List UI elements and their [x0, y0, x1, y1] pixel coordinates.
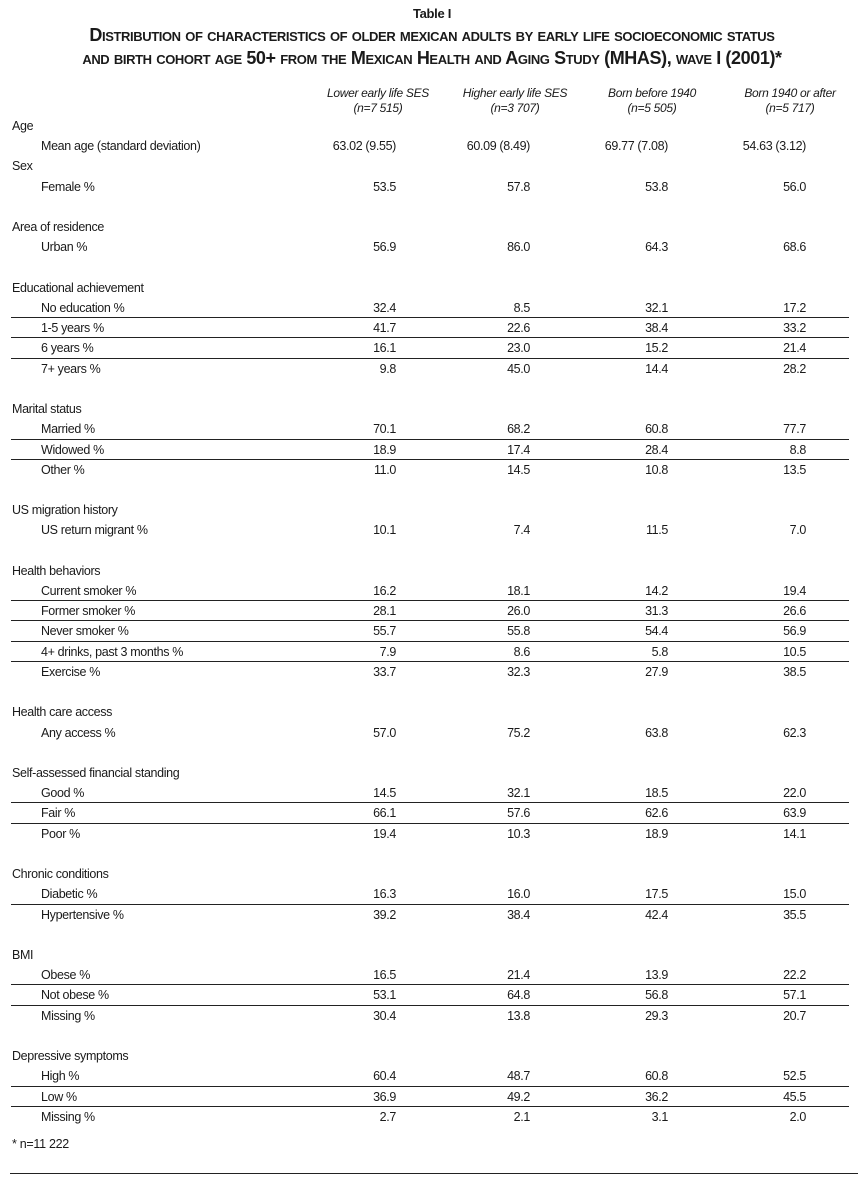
- cell-value: 8.6: [513, 644, 530, 659]
- cell-value: 39.2: [373, 907, 396, 922]
- table-row: [11, 803, 849, 823]
- spacer: [0, 258, 864, 278]
- cell-value: 35.5: [783, 907, 806, 922]
- cell-value: 14.1: [783, 826, 806, 841]
- table-row: [0, 359, 864, 379]
- group-heading: [0, 156, 864, 176]
- table-row: [0, 1006, 864, 1026]
- spacer: [0, 682, 864, 702]
- cell-value: 17.2: [783, 300, 806, 315]
- table-row: [0, 1107, 864, 1127]
- row-label: Good %: [41, 786, 85, 801]
- cell-value: 18.1: [507, 584, 530, 599]
- row-label: US return migrant %: [41, 523, 148, 538]
- table-row: [11, 581, 849, 601]
- table-row: [11, 642, 849, 662]
- cell-value: 54.63 (3.12): [742, 139, 806, 154]
- cell-value: 13.9: [645, 968, 668, 983]
- cell-value: 8.8: [789, 442, 806, 457]
- row-label: Other %: [41, 462, 85, 477]
- spacer: [0, 197, 864, 217]
- cell-value: 56.9: [373, 240, 396, 255]
- cell-value: 26.0: [507, 604, 530, 619]
- column-n: (n=3 707): [490, 101, 540, 115]
- cell-value: 10.5: [783, 644, 806, 659]
- cell-value: 7.0: [789, 523, 806, 538]
- row-label: Mean age (standard deviation): [41, 139, 201, 154]
- cell-value: 7.4: [513, 523, 530, 538]
- spacer: [0, 480, 864, 500]
- cell-value: 11.0: [373, 462, 396, 477]
- cell-value: 56.8: [645, 988, 668, 1003]
- cell-value: 57.6: [507, 806, 530, 821]
- column-label: Lower early life SES: [326, 86, 430, 100]
- row-label: Married %: [41, 422, 95, 437]
- group-heading: [0, 702, 864, 722]
- group-label: BMI: [12, 947, 34, 962]
- cell-value: 9.8: [379, 361, 396, 376]
- cell-value: 19.4: [373, 826, 396, 841]
- row-label: 1-5 years %: [41, 321, 104, 336]
- cell-value: 42.4: [645, 907, 668, 922]
- cell-value: 21.4: [783, 341, 806, 356]
- bottom-rule: [10, 1173, 858, 1174]
- cell-value: 56.9: [783, 624, 806, 639]
- cell-value: 28.2: [783, 361, 806, 376]
- column-n: (n=5 717): [765, 101, 815, 115]
- row-label: Poor %: [41, 826, 80, 841]
- row-label: Widowed %: [41, 442, 104, 457]
- column-label: Born 1940 or after: [744, 86, 836, 100]
- cell-value: 13.5: [783, 462, 806, 477]
- cell-value: 62.6: [645, 806, 668, 821]
- column-header-lower-ses: [298, 86, 458, 116]
- row-label: Missing %: [41, 1109, 95, 1124]
- row-label: Any access %: [41, 725, 116, 740]
- table-row: [11, 419, 849, 439]
- group-label: Area of residence: [12, 220, 105, 235]
- table-number: Table I: [412, 6, 452, 21]
- row-label: Diabetic %: [41, 887, 98, 902]
- cell-value: 16.1: [373, 341, 396, 356]
- cell-value: 7.9: [379, 644, 396, 659]
- spacer: [0, 379, 864, 399]
- cell-value: 68.2: [507, 422, 530, 437]
- table-row: [0, 662, 864, 682]
- cell-value: 41.7: [373, 321, 396, 336]
- cell-value: 75.2: [507, 725, 530, 740]
- row-label: Never smoker %: [41, 624, 129, 639]
- spacer: [0, 1026, 864, 1046]
- cell-value: 57.8: [507, 179, 530, 194]
- footnote: * n=11 222: [12, 1137, 69, 1151]
- table-row: [0, 460, 864, 480]
- column-header-born-1940-or-after: [710, 86, 864, 116]
- group-label: Depressive symptoms: [12, 1049, 129, 1064]
- row-label: Obese %: [41, 968, 90, 983]
- cell-value: 2.7: [379, 1109, 396, 1124]
- cell-value: 17.4: [507, 442, 530, 457]
- cell-value: 22.0: [783, 786, 806, 801]
- cell-value: 14.5: [507, 462, 530, 477]
- cell-value: 22.2: [783, 968, 806, 983]
- column-header-higher-ses: [435, 86, 595, 116]
- cell-value: 53.5: [373, 179, 396, 194]
- cell-value: 36.2: [645, 1089, 668, 1104]
- table-row: [11, 783, 849, 803]
- table-row: [11, 298, 849, 318]
- cell-value: 26.6: [783, 604, 806, 619]
- cell-value: 48.7: [507, 1069, 530, 1084]
- row-label: Fair %: [41, 806, 76, 821]
- group-heading: [0, 763, 864, 783]
- column-label: Higher early life SES: [462, 86, 568, 100]
- cell-value: 60.09 (8.49): [466, 139, 530, 154]
- cell-value: 3.1: [651, 1109, 668, 1124]
- cell-value: 16.3: [373, 887, 396, 902]
- cell-value: 57.1: [783, 988, 806, 1003]
- table-title-line-2: and birth cohort age 50+ from the Mexican Health and Aging Study (MHAS), wave I (2001)*: [82, 48, 782, 68]
- group-label: Educational achievement: [12, 280, 144, 295]
- table-row: [11, 621, 849, 641]
- cell-value: 45.5: [783, 1089, 806, 1104]
- cell-value: 68.6: [783, 240, 806, 255]
- cell-value: 22.6: [507, 321, 530, 336]
- cell-value: 16.5: [373, 968, 396, 983]
- cell-value: 19.4: [783, 584, 806, 599]
- group-label: Age: [12, 119, 34, 133]
- table-row: [0, 824, 864, 844]
- spacer: [0, 541, 864, 561]
- cell-value: 15.2: [645, 341, 668, 356]
- cell-value: 38.5: [783, 664, 806, 679]
- cell-value: 77.7: [783, 422, 806, 437]
- cell-value: 33.7: [373, 664, 396, 679]
- group-heading: [0, 278, 864, 298]
- cell-value: 16.0: [507, 887, 530, 902]
- row-label: Exercise %: [41, 664, 101, 679]
- spacer: [0, 743, 864, 763]
- cell-value: 53.8: [645, 179, 668, 194]
- cell-value: 38.4: [645, 321, 668, 336]
- group-heading: [0, 399, 864, 419]
- cell-value: 64.8: [507, 988, 530, 1003]
- row-label: 6 years %: [41, 341, 94, 356]
- table-row: [11, 1066, 849, 1086]
- cell-value: 69.77 (7.08): [604, 139, 668, 154]
- cell-value: 60.8: [645, 1069, 668, 1084]
- cell-value: 20.7: [783, 1008, 806, 1023]
- cell-value: 32.4: [373, 300, 396, 315]
- group-heading: [0, 217, 864, 237]
- cell-value: 10.3: [507, 826, 530, 841]
- cell-value: 55.8: [507, 624, 530, 639]
- cell-value: 60.4: [373, 1069, 396, 1084]
- row-label: Current smoker %: [41, 584, 137, 599]
- table-row: [0, 905, 864, 925]
- row-label: Low %: [41, 1089, 77, 1104]
- cell-value: 63.9: [783, 806, 806, 821]
- cell-value: 32.1: [645, 300, 668, 315]
- cell-value: 21.4: [507, 968, 530, 983]
- group-label: Sex: [12, 159, 33, 174]
- row-label: 4+ drinks, past 3 months %: [41, 644, 184, 659]
- spacer: [0, 844, 864, 864]
- row-label: Not obese %: [41, 988, 109, 1003]
- cell-value: 56.0: [783, 179, 806, 194]
- group-label: Health behaviors: [12, 563, 101, 578]
- characteristics-table: [0, 116, 864, 1127]
- cell-value: 38.4: [507, 907, 530, 922]
- table-row: [0, 136, 864, 156]
- cell-value: 17.5: [645, 887, 668, 902]
- group-label: Health care access: [12, 705, 112, 720]
- group-heading: [0, 500, 864, 520]
- row-label: Former smoker %: [41, 604, 136, 619]
- cell-value: 16.2: [373, 584, 396, 599]
- cell-value: 11.5: [645, 523, 668, 538]
- cell-value: 2.0: [789, 1109, 806, 1124]
- cell-value: 55.7: [373, 624, 396, 639]
- cell-value: 27.9: [645, 664, 668, 679]
- cell-value: 53.1: [373, 988, 396, 1003]
- cell-value: 31.3: [645, 604, 668, 619]
- row-label: Missing %: [41, 1008, 95, 1023]
- table-row: [11, 884, 849, 904]
- cell-value: 30.4: [373, 1008, 396, 1023]
- group-label: US migration history: [12, 503, 118, 518]
- group-heading: [0, 116, 864, 136]
- table-row: [11, 985, 849, 1005]
- cell-value: 18.5: [645, 786, 668, 801]
- group-label: Marital status: [12, 402, 82, 417]
- group-heading: [0, 561, 864, 581]
- spacer: [0, 925, 864, 945]
- cell-value: 28.4: [645, 442, 668, 457]
- table-row: [0, 177, 864, 197]
- table-row: [0, 520, 864, 540]
- cell-value: 28.1: [373, 604, 396, 619]
- cell-value: 18.9: [645, 826, 668, 841]
- cell-value: 64.3: [645, 240, 668, 255]
- cell-value: 33.2: [783, 321, 806, 336]
- table-row: [11, 338, 849, 358]
- cell-value: 10.8: [645, 462, 668, 477]
- cell-value: 62.3: [783, 725, 806, 740]
- cell-value: 18.9: [373, 442, 396, 457]
- group-heading: [0, 945, 864, 965]
- column-label: Born before 1940: [608, 86, 696, 100]
- column-n: (n=5 505): [627, 101, 677, 115]
- cell-value: 57.0: [373, 725, 396, 740]
- cell-value: 49.2: [507, 1089, 530, 1104]
- cell-value: 66.1: [373, 806, 396, 821]
- cell-value: 54.4: [645, 624, 668, 639]
- table-row: [11, 318, 849, 338]
- cell-value: 13.8: [507, 1008, 530, 1023]
- cell-value: 45.0: [507, 361, 530, 376]
- cell-value: 32.3: [507, 664, 530, 679]
- row-label: Urban %: [41, 240, 88, 255]
- column-n: (n=7 515): [353, 101, 403, 115]
- row-label: No education %: [41, 300, 125, 315]
- cell-value: 23.0: [507, 341, 530, 356]
- table-title-line-1: Distribution of characteristics of older mexican adults by early life socioeconomic status: [89, 25, 775, 45]
- group-heading: [0, 1046, 864, 1066]
- group-label: Self-assessed financial standing: [12, 766, 180, 780]
- row-label: Hypertensive %: [41, 907, 124, 922]
- group-heading: [0, 864, 864, 884]
- cell-value: 36.9: [373, 1089, 396, 1104]
- cell-value: 29.3: [645, 1008, 668, 1023]
- cell-value: 86.0: [507, 240, 530, 255]
- row-label: High %: [41, 1069, 80, 1084]
- column-header-born-before-1940: [572, 86, 732, 116]
- table-row: [11, 601, 849, 621]
- cell-value: 14.2: [645, 584, 668, 599]
- cell-value: 60.8: [645, 422, 668, 437]
- cell-value: 2.1: [513, 1109, 530, 1124]
- row-label: 7+ years %: [41, 361, 101, 376]
- table-row: [0, 723, 864, 743]
- cell-value: 5.8: [651, 644, 668, 659]
- cell-value: 15.0: [783, 887, 806, 902]
- table-row: [0, 237, 864, 257]
- cell-value: 10.1: [373, 523, 396, 538]
- group-label: Chronic conditions: [12, 867, 109, 882]
- table-row: [11, 965, 849, 985]
- cell-value: 70.1: [373, 422, 396, 437]
- table-row: [11, 1087, 849, 1107]
- table-row: [11, 440, 849, 460]
- cell-value: 63.8: [645, 725, 668, 740]
- cell-value: 52.5: [783, 1069, 806, 1084]
- cell-value: 8.5: [513, 300, 530, 315]
- row-label: Female %: [41, 179, 95, 194]
- cell-value: 32.1: [507, 786, 530, 801]
- cell-value: 14.5: [373, 786, 396, 801]
- cell-value: 14.4: [645, 361, 668, 376]
- cell-value: 63.02 (9.55): [332, 139, 396, 154]
